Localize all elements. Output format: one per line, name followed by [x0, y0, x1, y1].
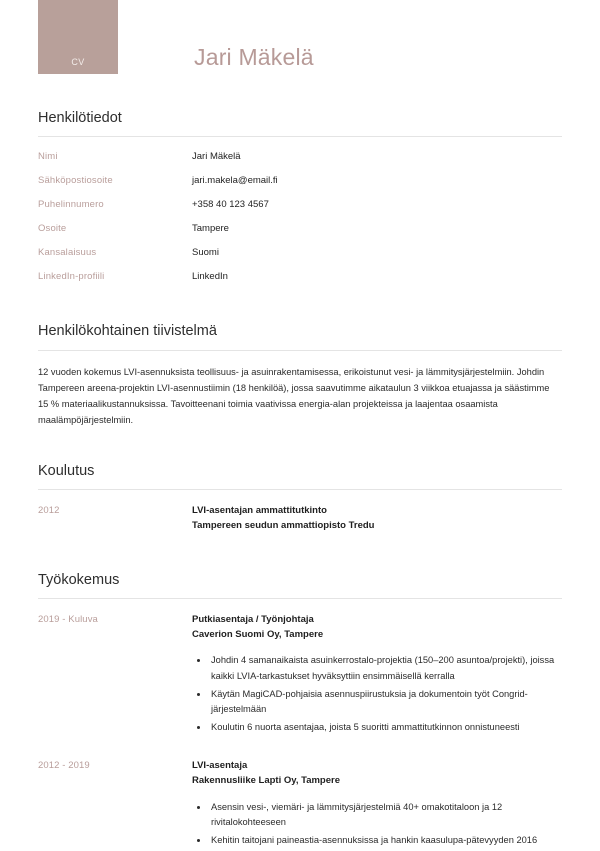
- section-divider: [38, 598, 562, 599]
- summary-text: 12 vuoden kokemus LVI-asennuksista teollisuus- ja asuinrakentamisessa, erikoistunut vesi- ja lämmitysjärjestelmiin. Johdin Tampereen areena-projektin LVI-asennustiimin (18 henkilöä), jossa saavutimme aikataulun 3 viikkoa etuajassa ja säästimme 15 % materiaalikustannuksissa. Tavoitteenani toimia vaativissa energia-alan projekteissa ja laajentaa osaamista maalämpöjärjestelmiin.: [38, 366, 550, 425]
- info-row: [38, 199, 562, 210]
- entry-organization: Rakennusliike Lapti Oy, Tampere: [192, 775, 341, 787]
- list-item: • Johdin 4 samanaikaista asuinkerrostalo-projektia (150–200 asuntoa/projekti), joissa kaikki LVIA-tarkastukset hyväksyttiin ensimmäisellä kerralla: [209, 653, 562, 684]
- entry-organization: Tampereen seudun ammattiopisto Tredu: [192, 519, 375, 531]
- section-title-personal-info: Henkilötiedot: [38, 110, 122, 126]
- entry-title: Putkiasentaja / Työnjohtaja: [192, 613, 314, 625]
- cv-badge-label: CV: [71, 57, 85, 67]
- list-item: • Kehitin taitojani paineastia-asennuksissa ja hankin kaasulupa-pätevyyden 2016: [209, 833, 562, 849]
- section-work-experience: [38, 572, 562, 851]
- info-label: Sähköpostiosoite: [38, 175, 113, 187]
- info-label: Nimi: [38, 151, 58, 163]
- section-divider: [38, 350, 562, 351]
- info-label: LinkedIn-profiili: [38, 271, 105, 283]
- section-divider: [38, 136, 562, 137]
- info-label: Osoite: [38, 223, 67, 235]
- info-value: Jari Mäkelä: [192, 151, 241, 163]
- info-row: [38, 247, 562, 258]
- list-item: • Käytän MagiCAD-pohjaisia asennuspiirustuksia ja dokumentoin työt Congrid-järjestelmään: [209, 687, 562, 718]
- info-value-linkedin[interactable]: LinkedIn: [192, 271, 228, 283]
- entry-title: LVI-asentajan ammattitutkinto: [192, 505, 327, 517]
- entry-body: [192, 613, 562, 737]
- info-label: Puhelinnumero: [38, 199, 104, 211]
- list-item: • Koulutin 6 nuorta asentajaa, joista 5 suoritti ammattitutkinnon onnistuneesti: [209, 720, 562, 736]
- info-value: +358 40 123 4567: [192, 199, 269, 211]
- list-item: • Asensin vesi-, viemäri- ja lämmitysjärjestelmiä 40+ omakotitaloon ja 12 rivitalokohteeseen: [209, 800, 562, 831]
- entry-date: 2019 - Kuluva: [38, 613, 98, 625]
- section-divider: [38, 489, 562, 490]
- info-value: jari.makela@email.fi: [192, 175, 278, 187]
- section-personal-info: [38, 110, 562, 282]
- entry-date: 2012: [38, 505, 60, 517]
- info-row: [38, 151, 562, 162]
- entry-body: [192, 504, 562, 533]
- page-title: Jari Mäkelä: [194, 44, 314, 70]
- education-entry: [38, 504, 562, 533]
- info-row: [38, 223, 562, 234]
- work-entry: [38, 613, 562, 737]
- entry-date: 2012 - 2019: [38, 760, 90, 772]
- work-entry: [38, 759, 562, 850]
- section-education: [38, 463, 562, 534]
- cv-header: [38, 0, 562, 100]
- entry-organization: Caverion Suomi Oy, Tampere: [192, 628, 324, 640]
- info-value: Suomi: [192, 247, 219, 259]
- section-summary: [38, 323, 562, 428]
- info-label: Kansalaisuus: [38, 247, 97, 259]
- entry-title: LVI-asentaja: [192, 760, 248, 772]
- info-value: Tampere: [192, 223, 229, 235]
- info-row: [38, 175, 562, 186]
- section-title-summary: Henkilökohtainen tiivistelmä: [38, 323, 217, 340]
- entry-bullets: [192, 800, 562, 849]
- info-row: [38, 271, 562, 282]
- section-title-education: Koulutus: [38, 462, 95, 479]
- entry-body: [192, 759, 562, 850]
- entry-bullets: [192, 653, 562, 735]
- section-title-work-experience: Työkokemus: [38, 571, 120, 588]
- cv-badge: [38, 0, 118, 74]
